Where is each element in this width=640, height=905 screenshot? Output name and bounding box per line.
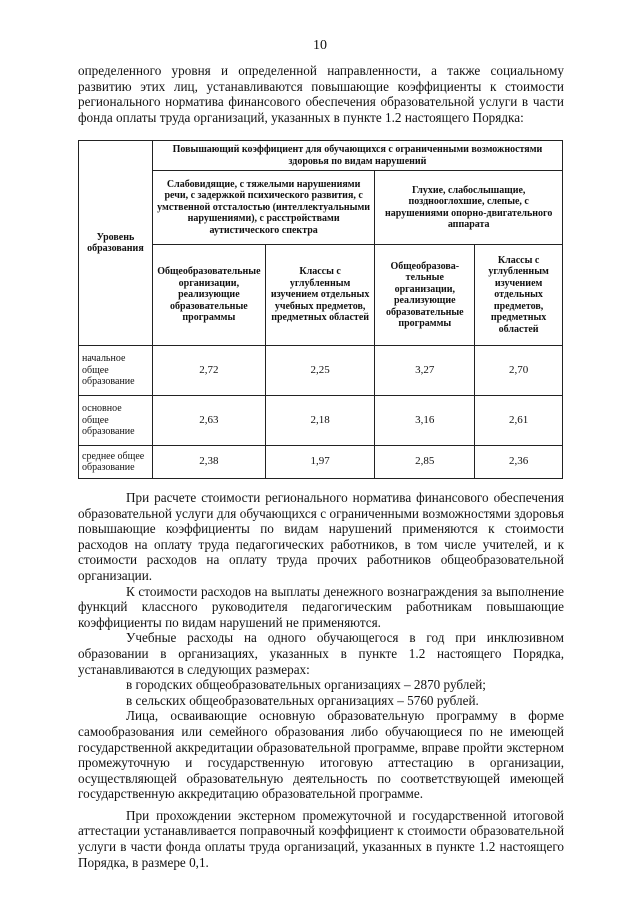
cell-value: 3,16 [375,396,475,446]
group1-header: Слабовидящие, с тяжелыми нарушениями речи, с задержкой психического развития, с умственной отсталостью (интеллектуальными нарушениями), с расстройствами аутистического спектра [152,171,375,245]
row-level: среднее общее образование [79,446,153,479]
cell-value: 2,38 [152,446,265,479]
table-row [79,346,563,396]
paragraph: При прохождении экстерном промежуточной и государственной итоговой аттестации устанавливается поправочный коэффициент к стоимости образовательной услуги в части фонда оплаты труда организаций, указанных в пункте 1.2 настоящего Порядка, в размере 0,1. [78,807,564,870]
body-text [78,490,564,870]
row-level: начальное общее образование [79,346,153,396]
level-header: Уровень образования [79,141,153,346]
coefficient-table [78,140,563,479]
row-level: основное общее образование [79,396,153,446]
cell-value: 2,61 [475,396,563,446]
table-row [79,396,563,446]
cell-value: 1,97 [265,446,375,479]
cell-value: 2,25 [265,346,375,396]
paragraph: При расчете стоимости регионального норматива финансового обеспечения образовательной услуги для обучающихся с ограниченными возможностями здоровья повышающие коэффициенты по видам нарушений применяются к стоимости расходов на оплату труда педагогических работников, в том числе учителей, и к стоимости расходов на оплату труда прочих работников общеобразовательной организации. [78,490,564,583]
paragraph: в сельских общеобразовательных организациях – 5760 рублей. [126,692,479,708]
cell-value: 2,70 [475,346,563,396]
sub3-header: Общеобразова-тельные организации, реализующие образовательные программы [375,245,475,346]
sub4-header: Классы с углубленным изучением отдельных предметов, предметных областей [475,245,563,346]
paragraph: Лица, осваивающие основную образовательную программу в форме самообразования или семейного образования либо обучающиеся по не имеющей государственной аккредитации образовательной программе, вправе пройти экстерном промежуточную и государственную итоговую аттестацию в организации, осуществляющей образовательную деятельность по соответствующей имеющей государственную аккредитацию образовательной программе. [78,708,564,802]
table-row [79,446,563,479]
page-number: 10 [313,38,327,53]
paragraph: Учебные расходы на одного обучающегося в год при инклюзивном образовании в организациях, указанных в пункте 1.2 настоящего Порядка, устанавливаются в следующих размерах: [78,630,564,677]
group2-header: Глухие, слабослышащие, позднооглохшие, слепые, с нарушениями опорно-двигательного аппарата [375,171,563,245]
intro-text: определенного уровня и определенной направленности, а также социальному развитию этих лиц, устанавливаются повышающие коэффициенты к стоимости регионального норматива финансового обеспечения образовательной услуги в части фонда оплаты труда организаций, указанных в пункте 1.2 настоящего Порядка: [78,63,564,125]
cell-value: 2,36 [475,446,563,479]
cell-value: 2,18 [265,396,375,446]
paragraph: в городских общеобразовательных организациях – 2870 рублей; [126,677,486,693]
main-header: Повышающий коэффициент для обучающихся с ограниченными возможностями здоровья по видам нарушений [152,141,562,171]
cell-value: 2,85 [375,446,475,479]
sub1-header: Общеобразовательные организации, реализующие образовательные программы [152,245,265,346]
sub2-header: Классы с углубленным изучением отдельных учебных предметов, предметных областей [265,245,375,346]
cell-value: 3,27 [375,346,475,396]
cell-value: 2,63 [152,396,265,446]
intro-paragraph [78,63,564,125]
paragraph: К стоимости расходов на выплаты денежного вознаграждения за выполнение функций классного руководителя педагогическим работникам повышающие коэффициенты по видам нарушений не применяются. [78,583,564,630]
cell-value: 2,72 [152,346,265,396]
